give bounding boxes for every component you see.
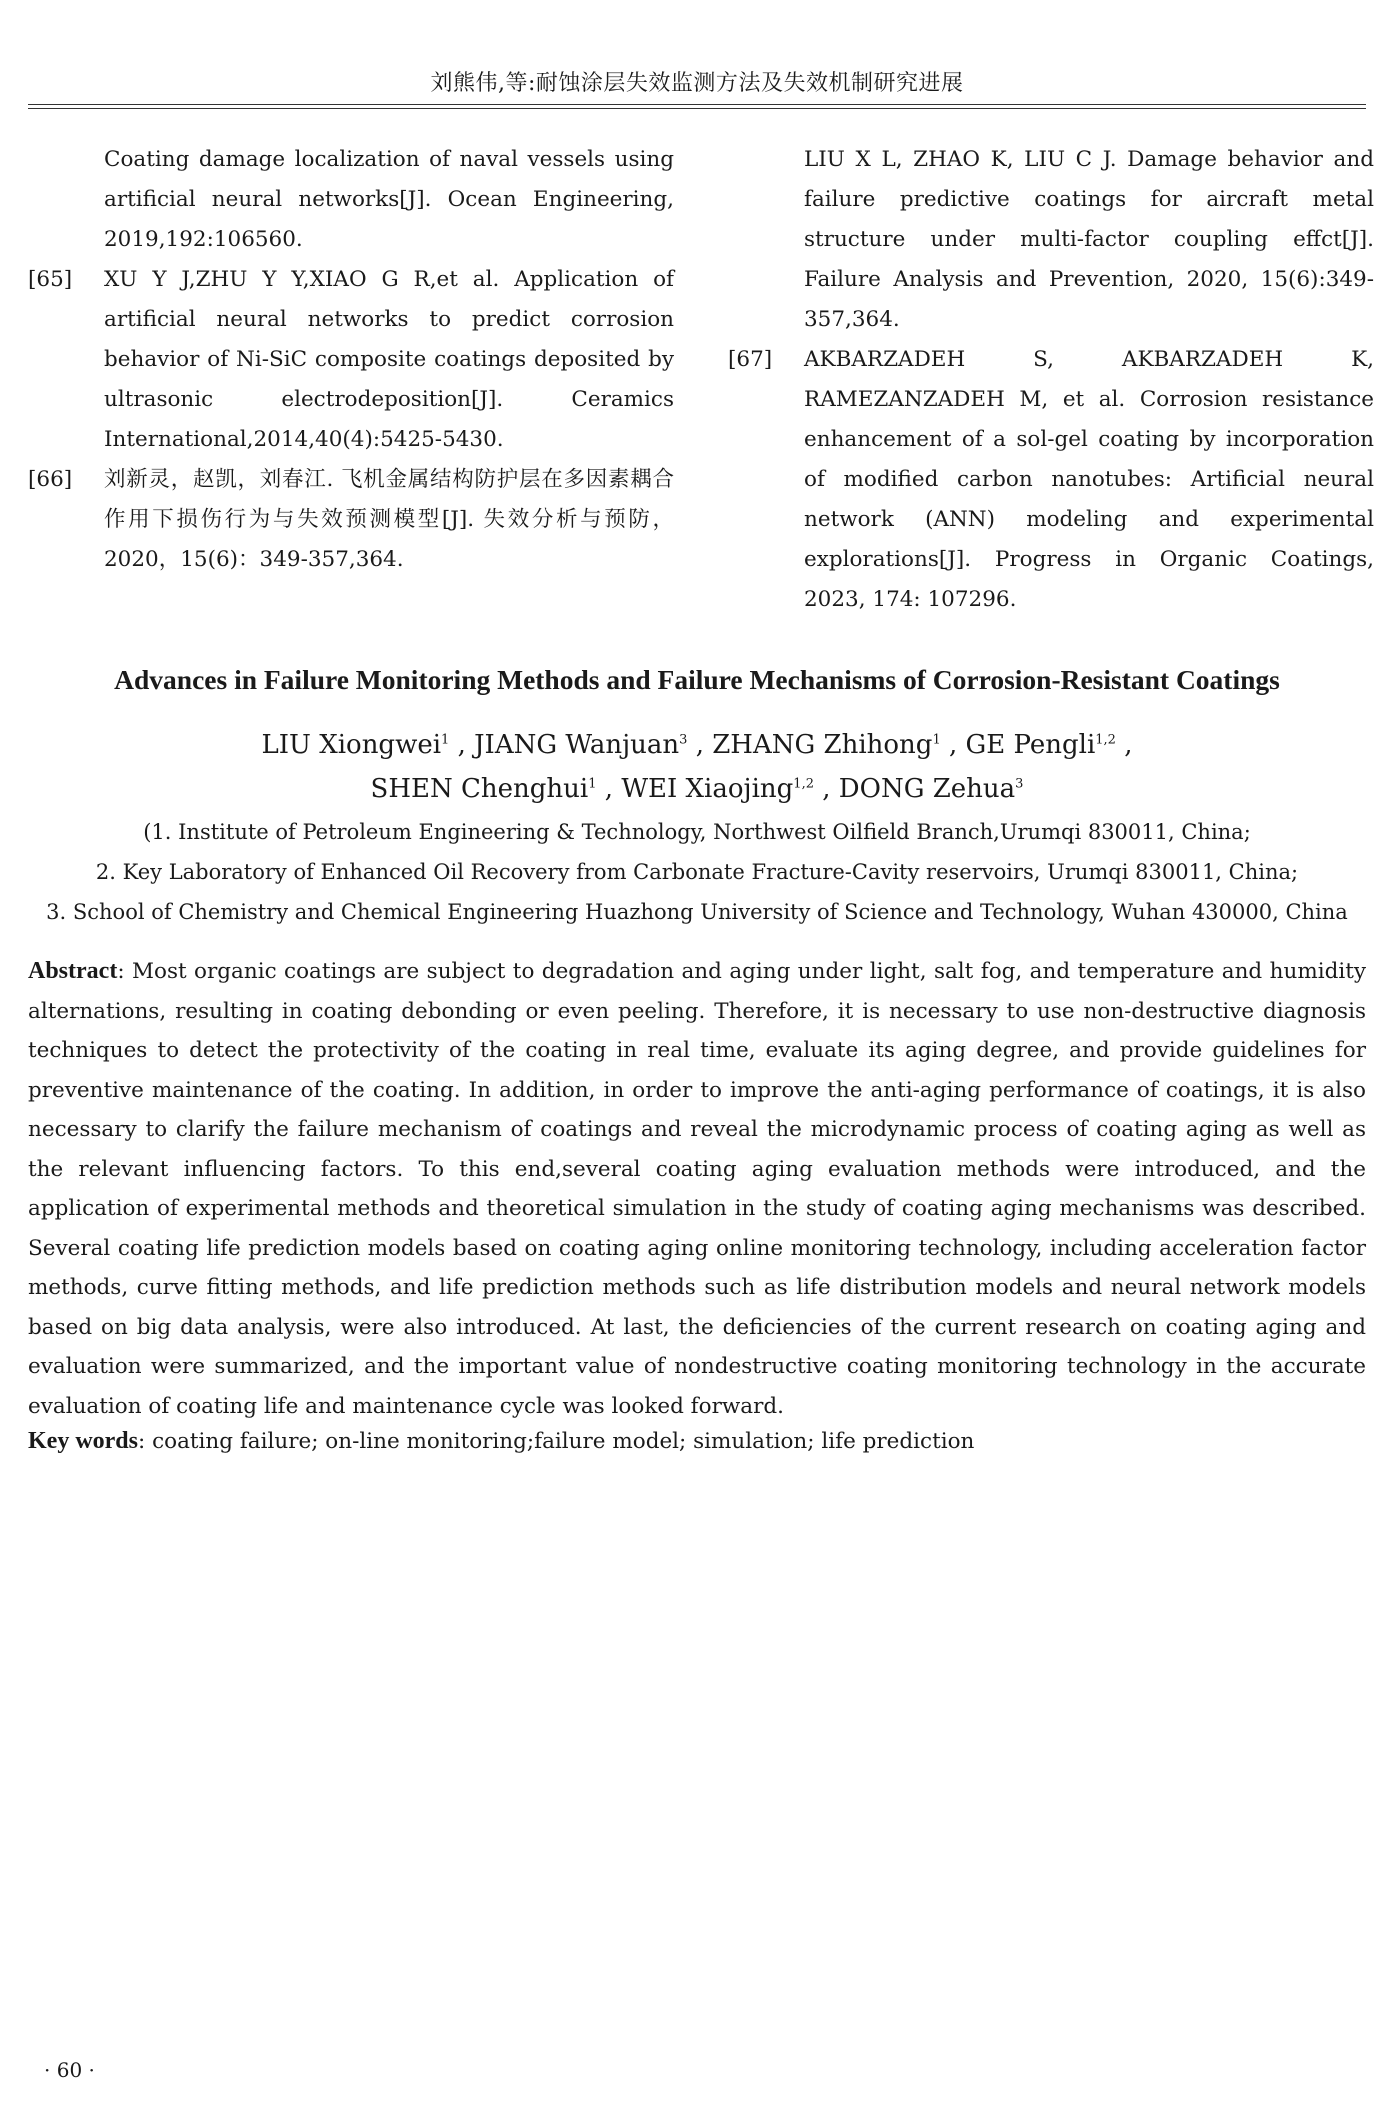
keywords [28, 1428, 1366, 1455]
author-name: JIANG Wanjuan [474, 730, 680, 760]
author-name: SHEN Chenghui [370, 774, 589, 804]
reference-number: [65] [28, 267, 73, 292]
author-affiliation-sup: 1 [932, 732, 941, 748]
abstract-text: Most organic coatings are subject to degradation and aging under light, salt fog, and temperature and humidity alternations, resulting in coating debonding or even peeling. Therefore, it is necessary to use non-destructive diagnosis techniques to detect the protectivity of the coating in real time, evaluate its aging degree, and provide guidelines for preventive maintenance of the coating. In addition, in order to improve the anti-aging performance of coatings, it is also necessary to clarify the failure mechanism of coatings and reveal the microdynamic process of coating aging as well as the relevant influencing factors. To this end,several coating aging evaluation methods were introduced, and the application of experimental methods and theoretical simulation in the study of coating aging mechanisms was described. Several coating life prediction models based on coating aging online monitoring technology, including acceleration factor methods, curve fitting methods, and life prediction methods such as life distribution models and neural network models based on big data analysis, were also introduced. At last, the deficiencies of the current research on coating aging and evaluation were summarized, and the important value of nondestructive coating monitoring technology in the accurate evaluation of coating life and maintenance cycle was looked forward. [28, 959, 1367, 1419]
author-name: WEI Xiaojing [621, 774, 794, 804]
reference-entry [28, 140, 674, 260]
running-header: 刘熊伟,等:耐蚀涂层失效监测方法及失效机制研究进展 [430, 71, 964, 96]
author-affiliation-sup: 1,2 [1095, 732, 1116, 748]
affiliation-3: 3. School of Chemistry and Chemical Engineering Huazhong University of Science and Technology, Wuhan 430000, China [46, 900, 1348, 924]
reference-entry [28, 260, 674, 460]
author-affiliation-sup: 1 [441, 732, 450, 748]
abstract-label: Abstract [28, 958, 118, 984]
author-separator: , [596, 774, 622, 804]
author-affiliation-sup: 3 [679, 732, 688, 748]
author-name: LIU Xiongwei [261, 730, 442, 760]
keywords-separator: : [138, 1429, 153, 1454]
references-right-column [728, 140, 1374, 620]
reference-text: Coating damage localization of naval vessels using artificial neural networks[J]. Ocean Engineering, 2019,192:106560. [104, 147, 674, 252]
author-separator: , [1115, 730, 1133, 760]
author-name: GE Pengli [965, 730, 1096, 760]
header-rule [28, 104, 1366, 105]
page-number: · 60 · [44, 2058, 95, 2082]
author-line-2 [28, 774, 1366, 804]
reference-number: [66] [28, 467, 73, 492]
author-name: ZHANG Zhihong [712, 730, 933, 760]
abstract [28, 952, 1366, 1426]
reference-entry [728, 340, 1374, 620]
paper-title-english: Advances in Failure Monitoring Methods and Failure Mechanisms of Corrosion-Resistant Coatings [114, 664, 1280, 695]
reference-number: [67] [728, 347, 773, 372]
author-affiliation-sup: 3 [1015, 776, 1024, 792]
author-name: DONG Zehua [838, 774, 1016, 804]
keywords-label: Key words [28, 1428, 138, 1454]
author-separator: , [813, 774, 839, 804]
reference-text: LIU X L, ZHAO K, LIU C J. Damage behavior and failure predictive coatings for aircraft metal structure under multi-factor coupling effct[J]. Failure Analysis and Prevention, 2020, 15(6):349-357,364. [804, 147, 1374, 332]
author-separator: , [687, 730, 713, 760]
reference-entry [28, 460, 674, 580]
keywords-text: coating failure; on-line monitoring;failure model; simulation; life prediction [152, 1429, 975, 1454]
references-left-column [28, 140, 674, 580]
reference-text: XU Y J,ZHU Y Y,XIAO G R,et al. Application of artificial neural networks to predict corrosion behavior of Ni-SiC composite coatings deposited by ultrasonic electrodeposition[J]. Ceramics International,2014,40(4):5425-5430. [104, 267, 674, 452]
reference-text: AKBARZADEH S, AKBARZADEH K, RAMEZANZADEH M, et al. Corrosion resistance enhancement of a sol-gel coating by incorporation of modified carbon nanotubes: Artificial neural network (ANN) modeling and experimental explorations[J]. Progress in Organic Coatings, 2023, 174: 107296. [804, 347, 1374, 612]
author-affiliation-sup: 1 [588, 776, 597, 792]
author-affiliation-sup: 1,2 [793, 776, 814, 792]
affiliation-2: 2. Key Laboratory of Enhanced Oil Recovery from Carbonate Fracture-Cavity reservoirs, Urumqi 830011, China; [95, 860, 1299, 884]
author-line-1 [28, 730, 1366, 760]
reference-text: 刘新灵，赵凯，刘春江. 飞机金属结构防护层在多因素耦合作用下损伤行为与失效预测模型[J]. 失效分析与预防，2020，15(6)：349-357,364. [104, 467, 674, 572]
author-separator: , [449, 730, 475, 760]
header-rule-thin [28, 108, 1366, 109]
reference-entry [728, 140, 1374, 340]
abstract-separator: : [117, 959, 132, 984]
affiliation-1: (1. Institute of Petroleum Engineering & Technology, Northwest Oilfield Branch,Urumqi 830011, China; [143, 820, 1251, 844]
author-separator: , [940, 730, 966, 760]
